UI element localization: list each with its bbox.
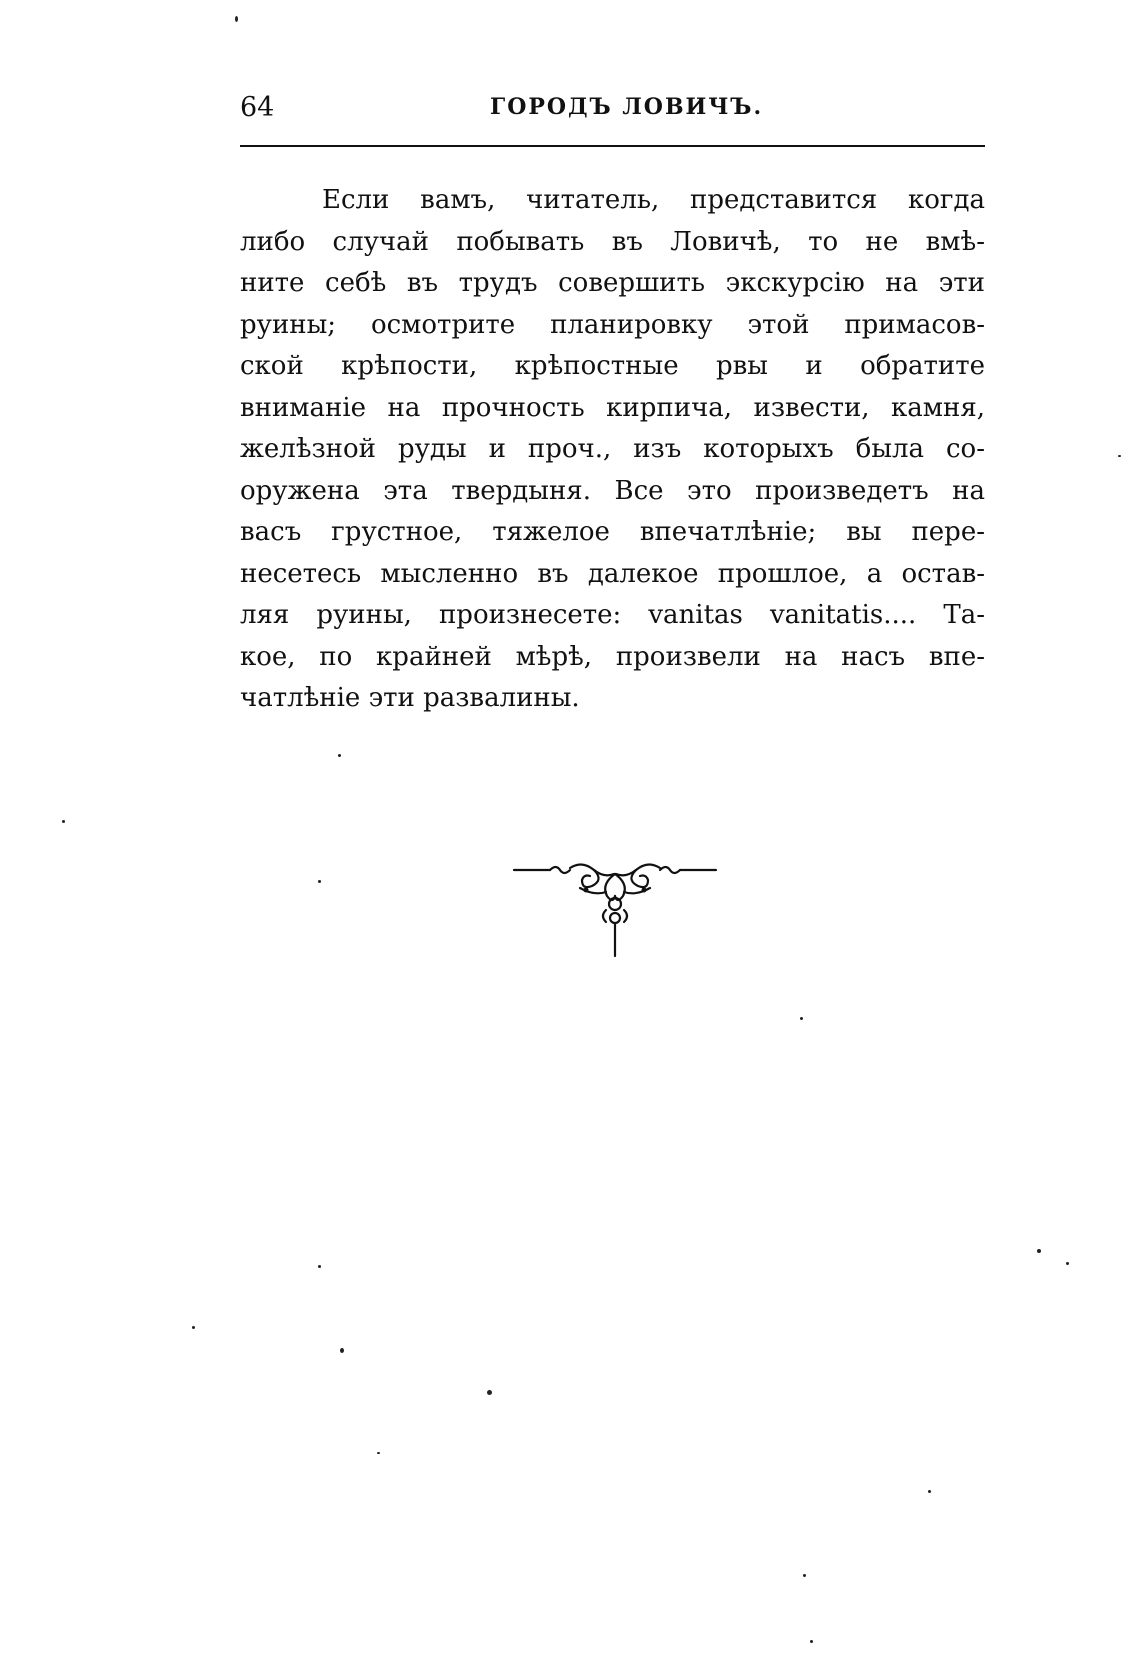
scan-speck xyxy=(377,1452,380,1454)
text-line: несетесь мысленно въ далекое прошлое, а остав- xyxy=(240,558,985,589)
scan-speck xyxy=(192,1326,195,1329)
text-line: вниманіе на прочность кирпича, извести, камня, xyxy=(240,392,985,423)
text-line: ните себѣ въ трудъ совершить экскурсію на эти xyxy=(240,268,985,298)
text-line: либо случай побывать въ Ловичѣ, то не вмѣ- xyxy=(240,226,985,257)
text-line: кое, по крайней мѣрѣ, произвели на насъ впе- xyxy=(240,641,985,672)
text-line: ляя руины, произнесете: vanitas vanitatis.... Та- xyxy=(240,600,985,630)
body-paragraph xyxy=(240,180,985,720)
scan-speck xyxy=(62,820,65,823)
text-line: желѣзной руды и проч., изъ которыхъ была со- xyxy=(240,434,985,464)
running-title: ГОРОДЪ ЛОВИЧЪ. xyxy=(490,94,764,120)
scan-speck xyxy=(340,1348,344,1353)
running-head xyxy=(240,92,985,132)
scan-speck xyxy=(800,1017,803,1020)
text-line: руины; осмотрите планировку этой примасов- xyxy=(240,309,985,340)
scan-speck xyxy=(318,1265,321,1268)
text-line: ской крѣпости, крѣпостные рвы и обратите xyxy=(240,351,985,381)
scan-speck xyxy=(235,16,238,22)
text-line: васъ грустное, тяжелое впечатлѣніе; вы пере- xyxy=(240,517,985,547)
scan-speck xyxy=(1037,1249,1041,1253)
tailpiece-ornament-icon xyxy=(510,858,720,958)
scan-speck xyxy=(810,1640,813,1643)
header-rule xyxy=(240,145,985,147)
scan-speck xyxy=(928,1490,931,1493)
scan-speck xyxy=(318,880,321,883)
scan-speck xyxy=(338,754,341,757)
text-line: Если вамъ, читатель, представится когда xyxy=(322,185,985,215)
page-number: 64 xyxy=(240,92,275,123)
scan-speck xyxy=(487,1390,492,1395)
scan-speck xyxy=(1118,455,1121,457)
scan-speck xyxy=(803,1574,806,1577)
text-line: чатлѣніе эти развалины. xyxy=(240,683,580,713)
text-line: оружена эта твердыня. Все это произведетъ на xyxy=(240,475,985,506)
scan-speck xyxy=(1066,1262,1069,1265)
